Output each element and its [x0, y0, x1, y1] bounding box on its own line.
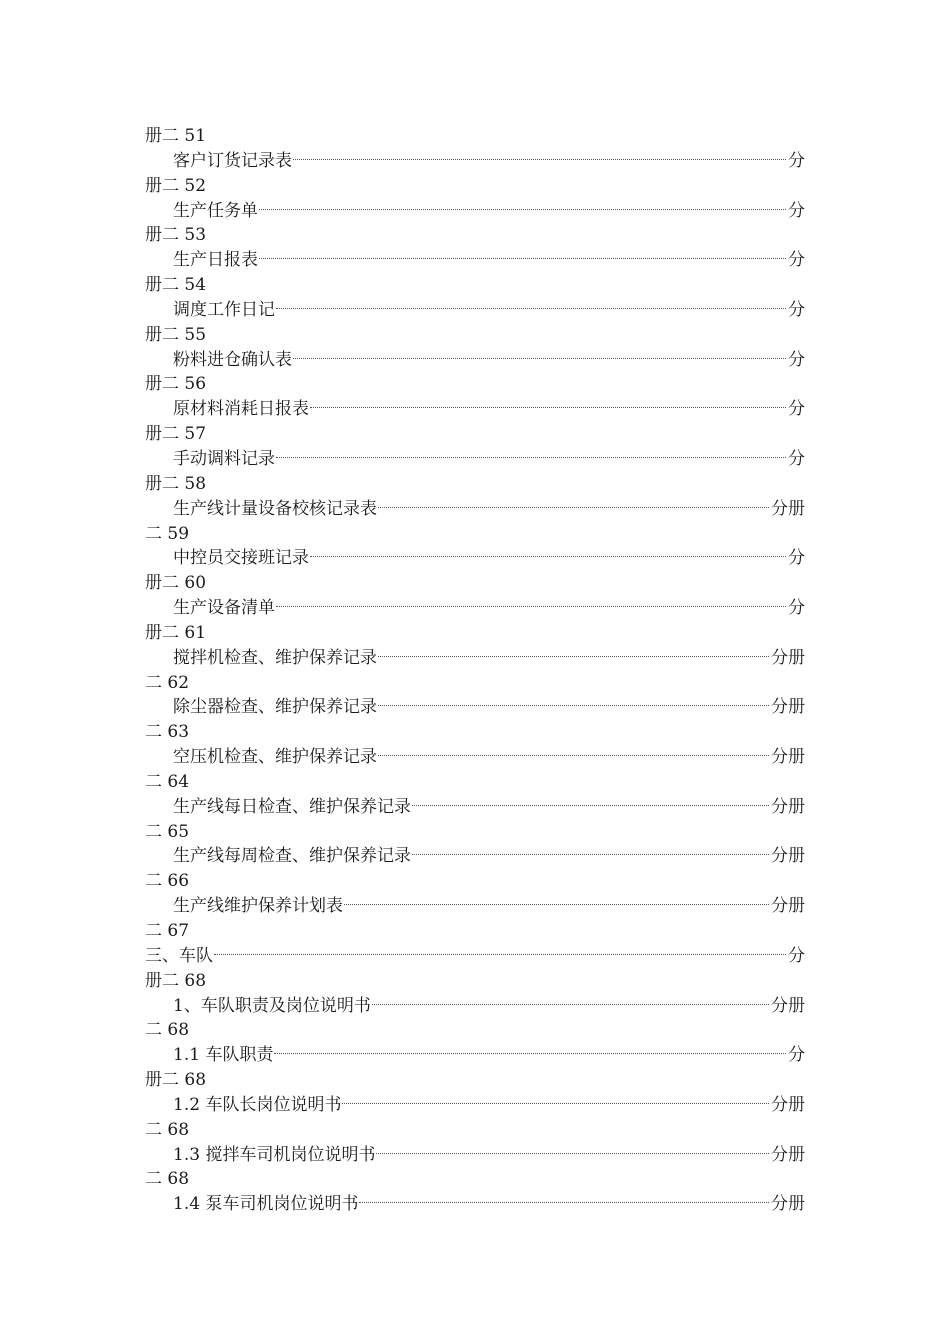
toc-entry-volume: 分册: [771, 1094, 805, 1115]
toc-entry-volume: 分: [788, 598, 805, 619]
toc-entry-volume: 分: [788, 548, 805, 569]
toc-entry-title: 手动调料记录: [173, 448, 275, 469]
toc-page-ref: 二 59: [145, 523, 190, 544]
dot-leader: [274, 1053, 786, 1054]
toc-entry: [0, 447, 805, 472]
dot-leader: [378, 507, 769, 508]
toc-entry: [0, 199, 805, 224]
toc-entry-volume: 分册: [771, 747, 805, 768]
toc-entry-volume: 分册: [771, 846, 805, 867]
toc-entry: [0, 745, 805, 770]
toc-page-ref: 二 66: [145, 871, 190, 892]
toc-entry-volume: 分: [788, 448, 805, 469]
toc-entry-title: 生产任务单: [173, 200, 258, 221]
dot-leader: [259, 209, 786, 210]
toc-entry: [0, 795, 805, 820]
dot-leader: [310, 556, 786, 557]
toc-entry: [0, 646, 805, 671]
toc-entry-volume: 分: [788, 945, 805, 966]
toc-page-ref: 册二 60: [145, 573, 207, 594]
toc-entry-volume: 分册: [771, 697, 805, 718]
toc-entry: [0, 248, 805, 273]
toc-page-ref: 册二 54: [145, 275, 207, 296]
toc-entry-title: 生产线每周检查、维护保养记录: [173, 846, 411, 867]
toc-entry: [0, 944, 805, 969]
toc-entry-volume: 分册: [771, 1194, 805, 1215]
toc-entry: [0, 1143, 805, 1168]
toc-entry-title: 1.3 搅拌车司机岗位说明书: [173, 1144, 376, 1165]
toc-page-ref: 册二 61: [145, 622, 207, 643]
toc-entry-title: 三、车队: [145, 945, 213, 966]
toc-page-ref: 二 64: [145, 771, 190, 792]
toc-entry-volume: 分: [788, 399, 805, 420]
toc-entry-volume: 分: [788, 349, 805, 370]
dot-leader: [359, 1202, 769, 1203]
toc-entry: [0, 596, 805, 621]
toc-page-ref: 二 65: [145, 821, 190, 842]
toc-entry-volume: 分: [788, 1045, 805, 1066]
toc-entry-title: 1、车队职责及岗位说明书: [173, 995, 371, 1016]
dot-leader: [293, 159, 786, 160]
dot-leader: [378, 705, 769, 706]
dot-leader: [376, 1153, 769, 1154]
toc-entry-title: 生产线每日检查、维护保养记录: [173, 796, 411, 817]
toc-entry-volume: 分册: [771, 796, 805, 817]
toc-page-ref: 册二 58: [145, 473, 207, 494]
toc-page-ref: 二 68: [145, 1169, 190, 1190]
dot-leader: [259, 258, 786, 259]
toc-entry-title: 生产线计量设备校核记录表: [173, 498, 377, 519]
dot-leader: [276, 606, 786, 607]
dot-leader: [293, 358, 786, 359]
toc-page-ref: 二 68: [145, 1119, 190, 1140]
toc-entry-title: 1.2 车队长岗位说明书: [173, 1094, 342, 1115]
dot-leader: [378, 755, 769, 756]
toc-entry-title: 粉料进仓确认表: [173, 349, 292, 370]
toc-entry-volume: 分册: [771, 647, 805, 668]
toc-page-ref: 册二 57: [145, 424, 207, 445]
toc-page-ref: 册二 52: [145, 175, 207, 196]
toc-page-ref: 二 62: [145, 672, 190, 693]
dot-leader: [276, 457, 786, 458]
table-of-contents: [0, 124, 950, 1217]
toc-page-ref: 册二 68: [145, 1070, 207, 1091]
toc-entry-title: 客户订货记录表: [173, 150, 292, 171]
toc-entry-title: 原材料消耗日报表: [173, 399, 309, 420]
toc-page-ref: 册二 68: [145, 970, 207, 991]
toc-entry: [0, 149, 805, 174]
toc-entry-volume: 分: [788, 299, 805, 320]
toc-entry: [0, 397, 805, 422]
toc-page-ref: 册二 55: [145, 324, 207, 345]
dot-leader: [372, 1004, 769, 1005]
toc-entry: [0, 994, 805, 1019]
toc-entry: [0, 348, 805, 373]
toc-entry-title: 调度工作日记: [173, 299, 275, 320]
toc-page-ref: 二 67: [145, 921, 190, 941]
toc-entry-title: 除尘器检查、维护保养记录: [173, 697, 377, 718]
toc-page-ref: 册二 51: [145, 126, 207, 146]
dot-leader: [276, 308, 786, 309]
toc-page-ref: 二 68: [145, 1020, 190, 1041]
dot-leader: [378, 656, 769, 657]
toc-entry-title: 空压机检查、维护保养记录: [173, 747, 377, 768]
toc-entry-volume: 分册: [771, 896, 805, 917]
dot-leader: [344, 904, 769, 905]
toc-entry-volume: 分: [788, 200, 805, 221]
toc-entry-title: 中控员交接班记录: [173, 548, 309, 569]
toc-page-ref: 册二 53: [145, 225, 207, 246]
toc-entry-volume: 分: [788, 250, 805, 271]
toc-entry-volume: 分: [788, 150, 805, 171]
toc-entry-title: 生产设备清单: [173, 598, 275, 619]
toc-page-ref: 二 63: [145, 722, 190, 743]
toc-entry: [0, 546, 805, 571]
dot-leader: [214, 954, 786, 955]
toc-entry: [0, 298, 805, 323]
dot-leader: [342, 1103, 769, 1104]
toc-entry-title: 生产日报表: [173, 250, 258, 271]
toc-entry: [0, 1192, 805, 1217]
toc-entry: [0, 1093, 805, 1118]
toc-entry: [0, 497, 805, 522]
toc-entry: [0, 695, 805, 720]
dot-leader: [412, 854, 769, 855]
dot-leader: [412, 805, 769, 806]
dot-leader: [310, 407, 786, 408]
toc-entry: [0, 894, 805, 919]
toc-page-ref: 册二 56: [145, 374, 207, 395]
toc-entry-volume: 分册: [771, 1144, 805, 1165]
toc-entry-title: 1.4 泵车司机岗位说明书: [173, 1194, 359, 1215]
toc-entry: [0, 844, 805, 869]
toc-entry-title: 1.1 车队职责: [173, 1045, 274, 1066]
toc-entry-title: 搅拌机检查、维护保养记录: [173, 647, 377, 668]
toc-entry-volume: 分册: [771, 498, 805, 519]
toc-entry: [0, 1043, 805, 1068]
toc-entry-volume: 分册: [771, 995, 805, 1016]
toc-entry-title: 生产线维护保养计划表: [173, 896, 343, 917]
